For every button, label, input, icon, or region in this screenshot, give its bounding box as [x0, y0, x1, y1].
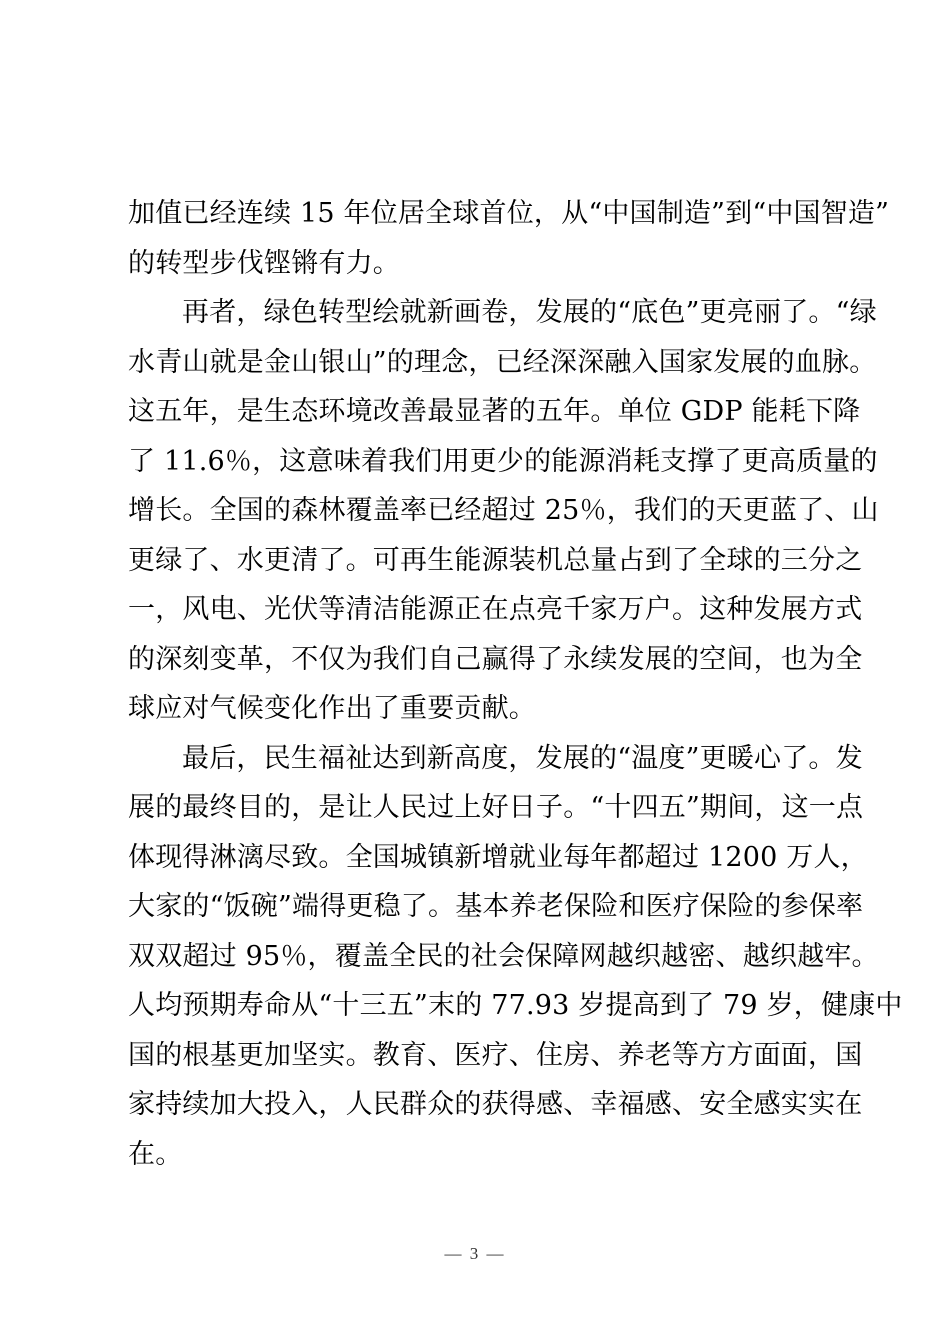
text-line: 球应对气候变化作出了重要贡献。	[128, 693, 536, 724]
text-line: 增长。全国的森林覆盖率已经超过 25％，我们的天更蓝了、山	[128, 495, 879, 526]
text-line: 加值已经连续 15 年位居全球首位，从“中国制造”到“中国智造”	[128, 198, 890, 229]
page-number: — 3 —	[444, 1244, 506, 1263]
text-line: 这五年，是生态环境改善最显著的五年。单位 GDP 能耗下降	[128, 396, 861, 427]
text-line: 水青山就是金山银山”的理念，已经深深融入国家发展的血脉。	[128, 346, 877, 378]
paragraph-start-line: 再者，绿色转型绘就新画卷，发展的“底色”更亮丽了。“绿	[182, 297, 877, 328]
text-line: 的转型步伐铿锵有力。	[128, 247, 400, 279]
text-line: 在。	[128, 1138, 183, 1170]
text-line: 更绿了、水更清了。可再生能源装机总量占到了全球的三分之	[128, 544, 863, 576]
text-line: 的深刻变革，不仅为我们自己赢得了永续发展的空间，也为全	[128, 643, 863, 675]
text-line: 国的根基更加坚实。教育、医疗、住房、养老等方方面面，国	[128, 1039, 863, 1071]
text-line: 大家的“饭碗”端得更稳了。基本养老保险和医疗保险的参保率	[128, 891, 864, 922]
paragraph-start-line: 最后，民生福祉达到新高度，发展的“温度”更暖心了。发	[182, 742, 863, 774]
text-line: 双双超过 95％，覆盖全民的社会保障网越织越密、越织越牢。	[128, 940, 879, 972]
text-line: 体现得淋漓尽致。全国城镇新增就业每年都超过 1200 万人，	[128, 841, 868, 873]
body-text	[128, 189, 903, 1179]
text-line: 家持续加大投入，人民群众的获得感、幸福感、安全感实实在	[128, 1089, 863, 1120]
text-line: 一，风电、光伏等清洁能源正在点亮千家万户。这种发展方式	[128, 594, 863, 625]
text-line: 了 11.6％，这意味着我们用更少的能源消耗支撑了更高质量的	[128, 445, 878, 477]
text-line: 展的最终目的，是让人民过上好日子。“十四五”期间，这一点	[128, 792, 864, 823]
text-line: 人均预期寿命从“十三五”末的 77.93 岁提高到了 79 岁，健康中	[128, 990, 903, 1021]
